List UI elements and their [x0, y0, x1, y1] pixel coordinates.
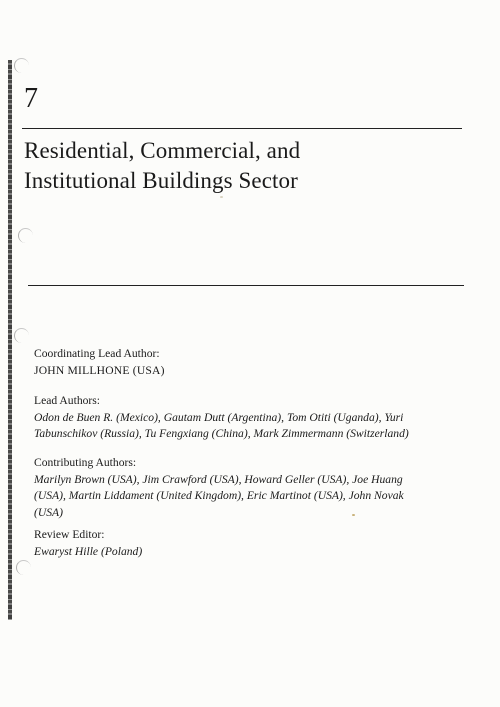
chapter-title-line: Residential, Commercial, and	[24, 138, 301, 163]
contributing-authors-label: Contributing Authors:	[34, 456, 137, 469]
contributing-authors-names: Marilyn Brown (USA), Jim Crawford (USA), Howard Geller (USA), Joe Huang	[34, 472, 403, 486]
contributing-authors-names: (USA)	[34, 505, 63, 519]
coordinating-lead-author-name: JOHN MILLHONE (USA)	[34, 363, 165, 377]
coordinating-lead-author-block	[34, 346, 444, 379]
scan-speck	[220, 196, 223, 198]
lead-authors-names: Tabunschikov (Russia), Tu Fengxiang (China), Mark Zimmermann (Switzerland)	[34, 427, 409, 440]
chapter-title-line: Institutional Buildings Sector	[24, 168, 298, 193]
punch-hole-mark	[14, 58, 29, 73]
review-editor-block	[34, 527, 444, 560]
contributing-authors-names: (USA), Martin Liddament (United Kingdom), Eric Martinot (USA), John Novak	[34, 489, 404, 502]
scan-speck	[352, 514, 355, 516]
punch-hole-mark	[14, 328, 29, 343]
review-editor-name: Ewaryst Hille (Poland)	[34, 544, 143, 558]
coordinating-lead-author-label: Coordinating Lead Author:	[34, 347, 160, 360]
scan-binding-edge	[8, 60, 12, 620]
lead-authors-label: Lead Authors:	[34, 394, 101, 407]
chapter-title	[24, 136, 454, 196]
chapter-number: 7	[24, 83, 38, 114]
punch-hole-mark	[16, 560, 31, 575]
lead-authors-names: Odon de Buen R. (Mexico), Gautam Dutt (Argentina), Tom Otiti (Uganda), Yuri	[34, 410, 404, 424]
title-bottom-rule	[28, 285, 464, 286]
review-editor-label: Review Editor:	[34, 528, 105, 541]
contributing-authors-block	[34, 455, 444, 521]
lead-authors-block	[34, 393, 444, 443]
title-top-rule	[22, 128, 462, 129]
punch-hole-mark	[18, 228, 33, 243]
